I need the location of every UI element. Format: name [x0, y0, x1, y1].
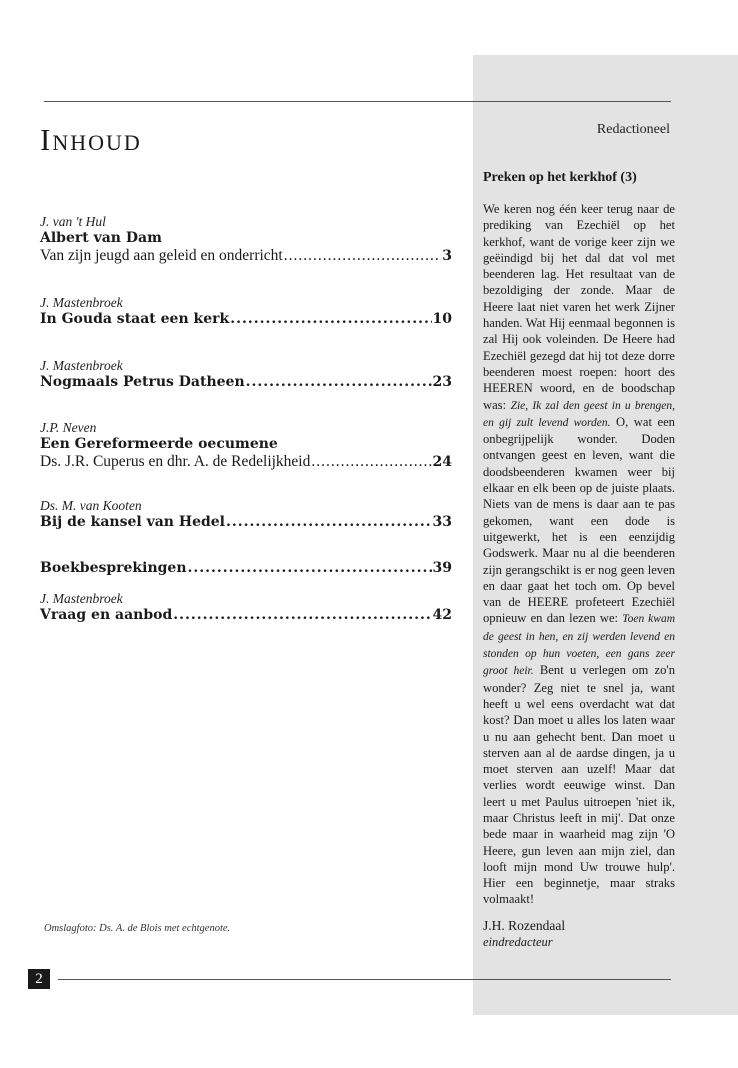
toc-leader-dots	[188, 560, 432, 577]
toc-page-number: 3	[442, 248, 452, 264]
toc-leader-dots	[284, 247, 442, 264]
toc-title: Bij de kansel van Hedel	[40, 514, 226, 530]
toc-author: J. Mastenbroek	[40, 358, 123, 373]
toc-author: J. Mastenbroek	[40, 295, 123, 310]
cover-photo-caption: Omslagfoto: Ds. A. de Blois met echtgenote.	[44, 923, 231, 934]
toc-entry[interactable]	[40, 560, 452, 577]
toc-leader-dots	[311, 453, 431, 470]
toc-entry[interactable]	[40, 420, 452, 471]
toc-entry[interactable]	[40, 591, 452, 624]
editorial-text: Bent u verlegen om zo'n wonder? Zeg niet te snel ja, want heeft u wel eens overdacht wat dat kost? Dan moet u alles los laten waar u nu aan gehecht bent. Dan moet u sterven aan al de aardse dingen, ja u moet sterven aan uzelf! Maar dat verlies wordt eeuwige winst. Dan leert u met Paulus uitroepen 'niet ik, maar Christus leeft in mij'. Dat onze bede maar in waarheid mag zijn 'O Heere, gun leven aan mijn ziel, dan looft mijn mond Uw trouwe hulp'. Hier een beginnetje, maar straks volmaakt!	[483, 663, 675, 907]
toc-leader-dots	[173, 607, 431, 624]
toc-page-number: 33	[432, 514, 452, 530]
toc-title: Nogmaals Petrus Datheen	[40, 374, 245, 390]
toc-page-number: 10	[432, 311, 452, 327]
bottom-rule	[58, 979, 671, 980]
editorial-quote: Zie, Ik zal den geest in u brengen, en gij zult levend worden.	[483, 399, 675, 429]
toc-author: J. Mastenbroek	[40, 591, 123, 606]
toc-title: Boekbesprekingen	[40, 560, 187, 576]
toc-leader-dots	[246, 374, 432, 391]
toc-page-number: 23	[432, 374, 452, 390]
toc-author: Ds. M. van Kooten	[40, 498, 142, 513]
signature-name: J.H. Rozendaal	[483, 918, 566, 933]
toc-title: In Gouda staat een kerk	[40, 311, 230, 327]
toc-entry[interactable]	[40, 214, 452, 265]
toc-author: J.P. Neven	[40, 420, 97, 435]
top-rule	[44, 101, 671, 102]
toc-entry[interactable]	[40, 498, 452, 531]
toc-title: Een Gereformeerde oecumene	[40, 436, 278, 452]
signature-role: eindredacteur	[483, 935, 553, 949]
page-number: 2	[28, 969, 50, 989]
editorial-section-label: Redactioneel	[596, 122, 670, 137]
toc-page-number: 42	[432, 607, 452, 623]
toc-page-number: 24	[432, 454, 452, 470]
toc-entry[interactable]	[40, 358, 452, 391]
toc-title: Vraag en aanbod	[40, 607, 173, 623]
editorial-text: O, wat een onbegrijpelijk wonder. Doden ontvangen geest en leven, want die doodsbeenderen kwamen weer bij elkaar en elk been op de juiste plaats. Niets van de mens is daar aan te pas gekomen, want een dode is uitgewerkt, het is een eenzijdig Godswerk. Maar nu al die beenderen zijn gerangschikt is er nog geen leven en daar gaat het toch om. Op bevel van de HEERE profeteert Ezechiël opnieuw en dan lezen we:	[483, 414, 675, 626]
editorial-text: We keren nog één keer terug naar de prediking van Ezechiël op het kerkhof, want de vorige keer zijn we geëindigd bij het dal dat vol met beenderen lag. Het resultaat van de bezoldiging der zonde. Maar de Heere laat niet varen het werk Zijner handen. Wat Hij eenmaal begonnen is zal Hij ook voleinden. De Heere had Ezechiël gezegd dat hij tot deze dorre beenderen moest roepen: hoort des HEEREN woord, en de boodschap was:	[483, 202, 675, 412]
toc-entry[interactable]	[40, 295, 452, 328]
toc-subtitle: Van zijn jeugd aan geleid en onderricht	[40, 247, 283, 264]
toc-title: Albert van Dam	[40, 230, 162, 246]
editorial-body	[483, 201, 675, 908]
editorial-title: Preken op het kerkhof (3)	[483, 170, 637, 185]
toc-leader-dots	[230, 311, 431, 328]
toc-author: J. van 't Hul	[40, 214, 106, 229]
toc-subtitle: Ds. J.R. Cuperus en dhr. A. de Redelijkheid	[40, 453, 311, 470]
editorial-signature	[483, 918, 565, 950]
editorial-quote: Toen kwam de geest in hen, en zij werden levend en stonden op hun voeten, een gans zeer groot heir.	[483, 613, 675, 678]
page-title: Inhoud	[40, 122, 142, 157]
toc-leader-dots	[226, 514, 432, 531]
toc-page-number: 39	[432, 560, 452, 576]
